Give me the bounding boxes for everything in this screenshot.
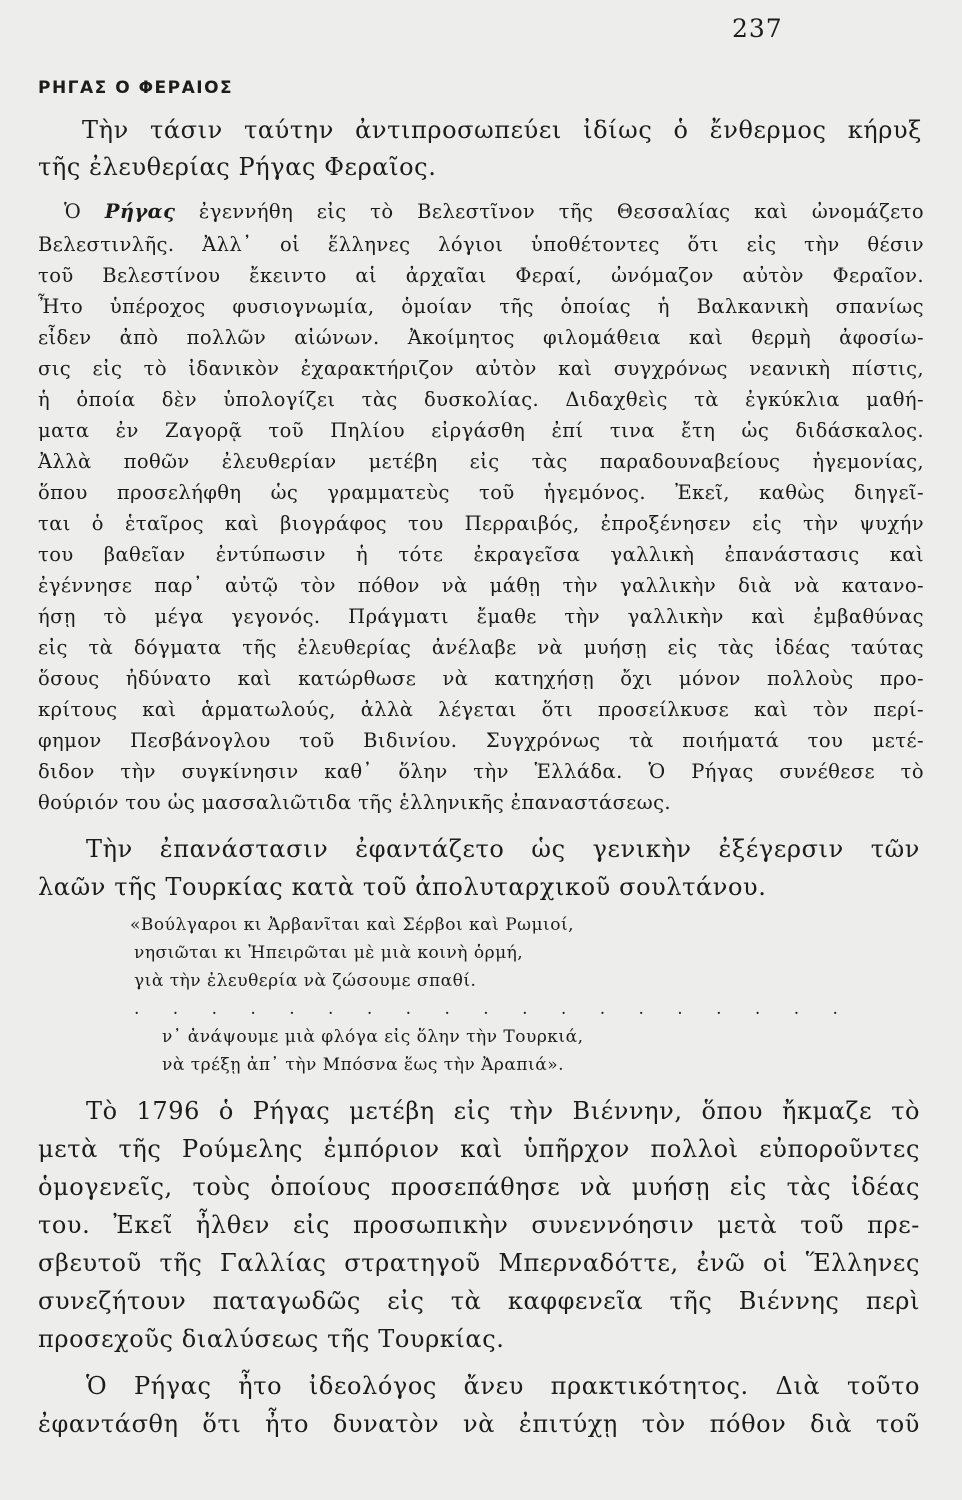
- text-line: Τὸ 1796 ὁ Ρήγας μετέβη εἰς τὴν Βιέννην, ὅπου ἤκμαζε τὸ: [86, 1097, 920, 1125]
- text-line: ήσῃ τὸ μέγα γεγονός. Πράγματι ἔμαθε τὴν γαλλικὴν καὶ ἐμβαθύνας: [38, 605, 924, 628]
- text-line: ἡ ὁποία δὲν ὑπολογίζει τὰς δυσκολίας. Διδαχθεὶς τὰ ἐγκύκλια μαθή-: [38, 388, 924, 411]
- text-line: ται ὁ ἑταῖρος καὶ βιογράφος του Περραιβός, ἐπροξένησεν εἰς τὴν ψυχήν: [38, 512, 924, 535]
- text-line: Ἀλλὰ ποθῶν ἐλευθερίαν μετέβη εἰς τὰς παραδουναβείους ἡγεμονίας,: [38, 450, 924, 473]
- text-line: προσεχοῦς διαλύσεως τῆς Τουρκίας.: [38, 1325, 505, 1353]
- text-line: Τὴν ἐπανάστασιν ἐφαντάζετο ὡς γενικὴν ἐξέγερσιν τῶν: [86, 835, 920, 863]
- text-line: ἐγέννησε παρ᾽ αὐτῷ τὸν πόθον νὰ μάθῃ τὴν γαλλικὴν διὰ νὰ κατανο-: [38, 574, 924, 597]
- text-fragment: ἐγεννήθη εἰς τὸ Βελεστῖνον τῆς Θεσσαλίας καὶ ὠνομάζετο: [175, 200, 924, 223]
- text-line: σβευτοῦ τῆς Γαλλίας στρατηγοῦ Μπερναδόττε, ἐνῶ οἱ Ἕλληνες: [38, 1249, 920, 1277]
- text-line: εἶδεν ἀπὸ πολλῶν αἰώνων. Ἀκοίμητος φιλομάθεια καὶ θερμὴ ἀφοσίω-: [38, 326, 924, 349]
- text-fragment: Ὁ: [64, 200, 105, 223]
- text-line: εἰς τὰ δόγματα τῆς ἐλευθερίας ἀνέλαβε νὰ μυήσῃ εἰς τὰς ἰδέας ταύτας: [38, 636, 924, 659]
- text-line: Τὴν τάσιν ταύτην ἀντιπροσωπεύει ἰδίως ὁ ἔνθερμος κήρυξ: [82, 116, 922, 144]
- page-number: 237: [732, 14, 783, 43]
- text-line: ὅπου προσελήφθη ὡς γραμματεὺς τοῦ ἡγεμόνος. Ἐκεῖ, καθὼς διηγεῖ-: [38, 481, 924, 504]
- text-line: ὁμογενεῖς, τοὺς ὁποίους προσεπάθησε νὰ μυήσῃ εἰς τὰς ἰδέας: [38, 1173, 920, 1201]
- verse-ellipsis: [134, 1001, 852, 1018]
- text-line: ὅσους ἠδύνατο καὶ κατώρθωσε νὰ κατηχήσῃ ὄχι μόνον πολλοὺς προ-: [38, 667, 924, 690]
- text-line: ματα ἐν Ζαγορᾷ τοῦ Πηλίου εἰργάσθη ἐπί τινα ἔτη ὡς διδάσκαλος.: [38, 419, 924, 442]
- text-line: μετὰ τῆς Ρούμελης ἐμπόριον καὶ ὑπῆρχον πολλοὶ εὐποροῦντες: [38, 1135, 920, 1163]
- text-line: τῆς ἐλευθερίας Ρήγας Φεραῖος.: [38, 153, 437, 181]
- text-line: τοῦ Βελεστίνου ἔκειντο αἱ ἀρχαῖαι Φεραί, ὠνόμαζον αὐτὸν Φεραῖον.: [38, 264, 924, 287]
- text-line: Βελεστινλῆς. Ἀλλ᾽ οἱ ἕλληνες λόγιοι ὑποθέτοντες ὅτι εἰς τὴν θέσιν: [38, 233, 924, 256]
- text-line: Ὁ Ρήγας ἦτο ἰδεολόγος ἄνευ πρακτικότητος. Διὰ τοῦτο: [86, 1372, 920, 1400]
- verse-line: «Βούλγαροι κι Ἀρβανῖται καὶ Σέρβοι καὶ Ρωμιοί,: [130, 915, 575, 935]
- text-line: σις εἰς τὸ ἰδανικὸν ἐχαρακτήριζον αὐτὸν καὶ συγχρόνως νεανικὴ πίστις,: [38, 357, 924, 380]
- verse-line: νὰ τρέξῃ ἀπ᾽ τὴν Μπόσνα ἕως τὴν Ἀραπιά».: [162, 1055, 565, 1075]
- verse-line: ν᾽ ἀνάψουμε μιὰ φλόγα εἰς ὅλην τὴν Τουρκιά,: [162, 1027, 584, 1047]
- text-line: κρίτους καὶ ἁρματωλούς, ἀλλὰ λέγεται ὅτι προσείλκυσε καὶ τὸν περί-: [38, 698, 924, 721]
- text-line: του. Ἐκεῖ ἦλθεν εἰς προσωπικὴν συνεννόησιν μετὰ τοῦ πρε-: [38, 1211, 920, 1239]
- text-line: θούριόν του ὡς μασσαλιῶτιδα τῆς ἑλληνικῆς ἐπαναστάσεως.: [38, 791, 672, 814]
- name-emphasis: Ρήγας: [104, 200, 176, 223]
- text-line: του βαθεῖαν ἐντύπωσιν ἡ τότε ἐκραγεῖσα γαλλικὴ ἐπανάστασις καὶ: [38, 543, 924, 566]
- text-line: ἐφαντάσθη ὅτι ἦτο δυνατὸν νὰ ἐπιτύχῃ τὸν πόθον διὰ τοῦ: [38, 1410, 920, 1438]
- ellipsis-dots: . . . . . . . . . . . . . . . . . . .: [134, 999, 852, 1019]
- text-line: λαῶν τῆς Τουρκίας κατὰ τοῦ ἀπολυταρχικοῦ σουλτάνου.: [38, 873, 767, 901]
- text-line: Ἦτο ὑπέροχος φυσιογνωμία, ὁμοίαν τῆς ὁποίας ἡ Βαλκανικὴ σπανίως: [38, 295, 924, 318]
- verse-line: γιὰ τὴν ἐλευθερία νὰ ζώσουμε σπαθί.: [134, 971, 477, 991]
- running-title: ΡΗΓΑΣ Ο ΦΕΡΑΙΟΣ: [38, 78, 234, 98]
- text-line: διδον τὴν συγκίνησιν καθ᾽ ὅλην τὴν Ἑλλάδα. Ὁ Ρήγας συνέθεσε τὸ: [38, 760, 924, 783]
- text-line: [64, 202, 924, 222]
- text-line: συνεζήτουν παταγωδῶς εἰς τὰ καφφενεῖα τῆς Βιέννης περὶ: [38, 1287, 920, 1315]
- text-line: φημον Πεσβάνογλου τοῦ Βιδινίου. Συγχρόνως τὰ ποιήματά του μετέ-: [38, 729, 924, 752]
- verse-line: νησιῶται κι Ἠπειρῶται μὲ μιὰ κοινὴ ὁρμή,: [134, 943, 524, 963]
